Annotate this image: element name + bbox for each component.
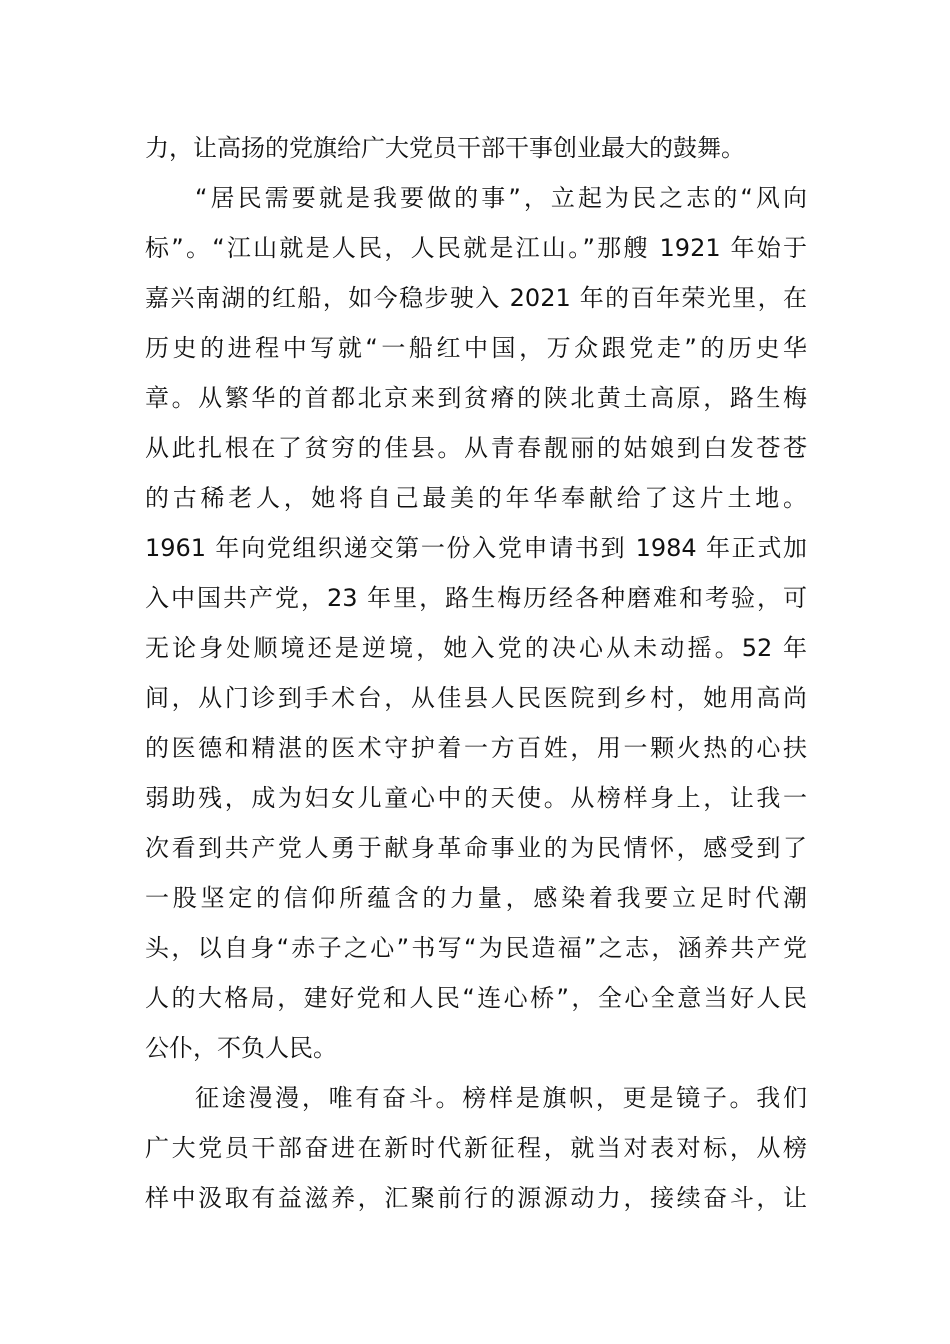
text-line: 样中汲取有益滋养，汇聚前行的源源动力，接续奋斗，让 xyxy=(145,1184,807,1212)
text-line: 1961 年向党组织递交第一份入党申请书到 1984 年正式加 xyxy=(145,534,807,562)
text-line: 间，从门诊到手术台，从佳县人民医院到乡村，她用高尚 xyxy=(145,684,807,712)
text-line: 征途漫漫，唯有奋斗。榜样是旗帜，更是镜子。我们 xyxy=(195,1084,807,1112)
text-line: 入中国共产党，23 年里，路生梅历经各种磨难和考验，可 xyxy=(145,584,807,612)
text-line: 力，让高扬的党旗给广大党员干部干事创业最大的鼓舞。 xyxy=(145,134,745,162)
text-line: 标”。“江山就是人民，人民就是江山。”那艘 1921 年始于 xyxy=(145,234,807,262)
text-line: 的医德和精湛的医术守护着一方百姓，用一颗火热的心扶 xyxy=(145,734,807,762)
text-line: 头，以自身“赤子之心”书写“为民造福”之志，涵养共产党 xyxy=(145,934,807,962)
text-line: 公仆，不负人民。 xyxy=(145,1034,337,1062)
text-line: 无论身处顺境还是逆境，她入党的决心从未动摇。52 年 xyxy=(145,634,807,662)
text-line: 一股坚定的信仰所蕴含的力量，感染着我要立足时代潮 xyxy=(145,884,807,912)
text-line: 嘉兴南湖的红船，如今稳步驶入 2021 年的百年荣光里，在 xyxy=(145,284,807,312)
text-line: 广大党员干部奋进在新时代新征程，就当对表对标，从榜 xyxy=(145,1134,807,1162)
text-line: 弱助残，成为妇女儿童心中的天使。从榜样身上，让我一 xyxy=(145,784,807,812)
body-text xyxy=(145,123,807,1223)
text-line: 人的大格局，建好党和人民“连心桥”，全心全意当好人民 xyxy=(145,984,807,1012)
text-line: “居民需要就是我要做的事”，立起为民之志的“风向 xyxy=(195,184,807,212)
text-line: 章。从繁华的首都北京来到贫瘠的陕北黄土高原，路生梅 xyxy=(145,384,807,412)
text-line: 次看到共产党人勇于献身革命事业的为民情怀，感受到了 xyxy=(145,834,807,862)
text-line: 从此扎根在了贫穷的佳县。从青春靓丽的姑娘到白发苍苍 xyxy=(145,434,807,462)
text-line: 的古稀老人，她将自己最美的年华奉献给了这片土地。 xyxy=(145,484,807,512)
text-line: 历史的进程中写就“一船红中国，万众跟党走”的历史华 xyxy=(145,334,807,362)
